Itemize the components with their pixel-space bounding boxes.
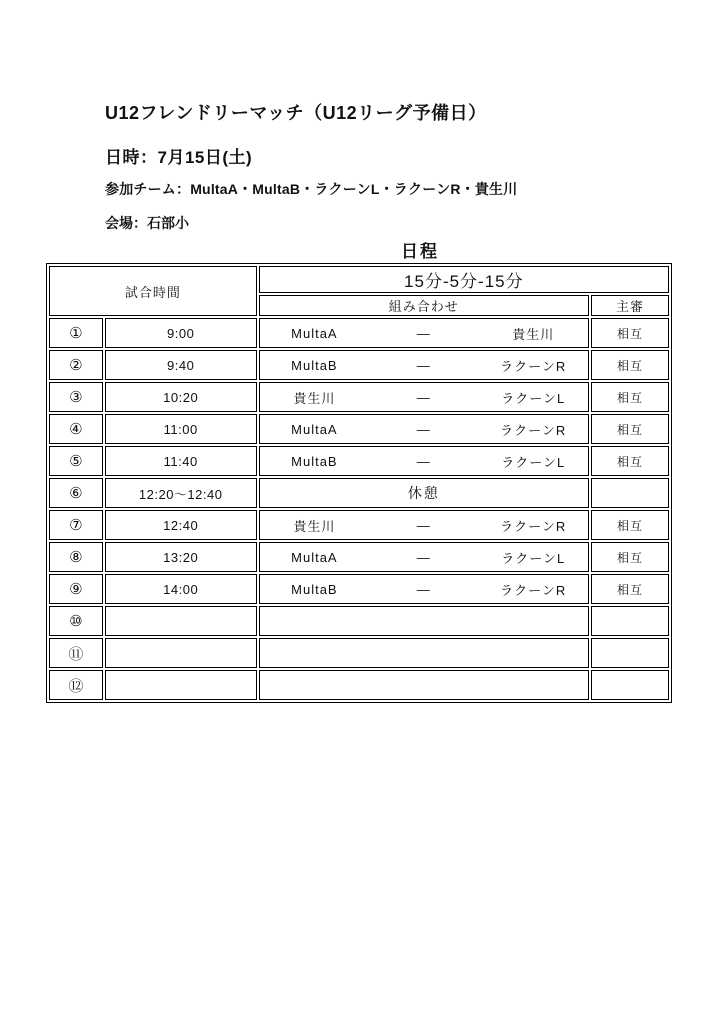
match-time bbox=[105, 670, 257, 700]
matchup-cell bbox=[259, 414, 589, 444]
match-time: 13:20 bbox=[105, 542, 257, 572]
match-time: 11:00 bbox=[105, 414, 257, 444]
venue-line: 会場：石部小 bbox=[105, 215, 189, 231]
break-label: 休憩 bbox=[407, 485, 440, 501]
home-team: 貴生川 bbox=[293, 518, 336, 534]
match-no: ⑨ bbox=[49, 574, 103, 604]
date-line: 日時：7月15日(土) bbox=[105, 148, 253, 167]
table-row bbox=[49, 542, 669, 572]
away-team: ラクーンR bbox=[500, 518, 567, 534]
schedule-heading: 日程 bbox=[401, 242, 439, 261]
table-row bbox=[49, 446, 669, 476]
match-no: ⑤ bbox=[49, 446, 103, 476]
header-referee: 主審 bbox=[591, 295, 669, 316]
match-time bbox=[105, 606, 257, 636]
match-time: 14:00 bbox=[105, 574, 257, 604]
referee-cell bbox=[591, 670, 669, 700]
page-title: U12フレンドリーマッチ（U12リーグ予備日） bbox=[105, 103, 487, 123]
referee-cell bbox=[591, 638, 669, 668]
matchup-cell bbox=[259, 670, 589, 700]
header-match-time: 試合時間 bbox=[49, 266, 257, 316]
vs-dash: — bbox=[416, 517, 431, 533]
matchup-cell bbox=[259, 446, 589, 476]
match-time: 11:40 bbox=[105, 446, 257, 476]
home-team: MultaB bbox=[291, 581, 338, 597]
match-time: 12:20～12:40 bbox=[105, 478, 257, 508]
vs-dash: — bbox=[416, 581, 431, 597]
table-row-break bbox=[49, 478, 669, 508]
vs-dash: — bbox=[416, 389, 431, 405]
referee-cell: 相互 bbox=[591, 446, 669, 476]
home-team: MultaA bbox=[291, 325, 338, 341]
match-time: 9:40 bbox=[105, 350, 257, 380]
match-no: ⑧ bbox=[49, 542, 103, 572]
match-time: 12:40 bbox=[105, 510, 257, 540]
vs-dash: — bbox=[416, 325, 431, 341]
home-team: MultaB bbox=[291, 453, 338, 469]
referee-cell: 相互 bbox=[591, 382, 669, 412]
matchup-cell bbox=[259, 382, 589, 412]
matchup-cell bbox=[259, 638, 589, 668]
matchup-cell bbox=[259, 542, 589, 572]
referee-cell: 相互 bbox=[591, 510, 669, 540]
away-team: ラクーンL bbox=[501, 550, 566, 566]
referee-cell: 相互 bbox=[591, 318, 669, 348]
away-team: ラクーンR bbox=[500, 422, 567, 438]
match-no: ⑥ bbox=[49, 478, 103, 508]
table-row-empty bbox=[49, 606, 669, 636]
header-matchup: 組み合わせ bbox=[259, 295, 589, 316]
match-time: 9:00 bbox=[105, 318, 257, 348]
vs-dash: — bbox=[416, 453, 431, 469]
referee-cell: 相互 bbox=[591, 542, 669, 572]
header-row-1 bbox=[49, 266, 669, 293]
vs-dash: — bbox=[416, 549, 431, 565]
schedule-table bbox=[46, 263, 672, 703]
away-team: ラクーンL bbox=[501, 454, 566, 470]
match-no: ② bbox=[49, 350, 103, 380]
referee-cell: 相互 bbox=[591, 574, 669, 604]
matchup-cell bbox=[259, 574, 589, 604]
table-row-empty bbox=[49, 638, 669, 668]
table-row bbox=[49, 574, 669, 604]
teams-line: 参加チーム：MultaA・MultaB・ラクーンL・ラクーンR・貴生川 bbox=[105, 181, 518, 197]
vs-dash: — bbox=[416, 421, 431, 437]
match-no: ⑪ bbox=[49, 638, 103, 668]
table-row bbox=[49, 510, 669, 540]
away-team: ラクーンR bbox=[500, 582, 567, 598]
match-no: ⑦ bbox=[49, 510, 103, 540]
header-format: 15分-5分-15分 bbox=[259, 266, 669, 293]
table-row bbox=[49, 414, 669, 444]
match-no: ④ bbox=[49, 414, 103, 444]
matchup-cell bbox=[259, 510, 589, 540]
referee-cell bbox=[591, 606, 669, 636]
table-row bbox=[49, 318, 669, 348]
away-team: ラクーンL bbox=[501, 390, 566, 406]
vs-dash: — bbox=[416, 357, 431, 373]
match-no: ⑩ bbox=[49, 606, 103, 636]
home-team: 貴生川 bbox=[293, 390, 336, 406]
home-team: MultaA bbox=[291, 549, 338, 565]
table-row bbox=[49, 350, 669, 380]
away-team: ラクーンR bbox=[500, 358, 567, 374]
away-team: 貴生川 bbox=[512, 326, 555, 342]
table-row-empty bbox=[49, 670, 669, 700]
referee-cell: 相互 bbox=[591, 350, 669, 380]
match-time: 10:20 bbox=[105, 382, 257, 412]
matchup-cell bbox=[259, 318, 589, 348]
referee-cell: 相互 bbox=[591, 414, 669, 444]
match-no: ③ bbox=[49, 382, 103, 412]
match-no: ⑫ bbox=[49, 670, 103, 700]
home-team: MultaA bbox=[291, 421, 338, 437]
matchup-cell bbox=[259, 606, 589, 636]
match-no: ① bbox=[49, 318, 103, 348]
home-team: MultaB bbox=[291, 357, 338, 373]
referee-cell bbox=[591, 478, 669, 508]
matchup-cell bbox=[259, 350, 589, 380]
match-time bbox=[105, 638, 257, 668]
break-cell bbox=[259, 478, 589, 508]
table-row bbox=[49, 382, 669, 412]
